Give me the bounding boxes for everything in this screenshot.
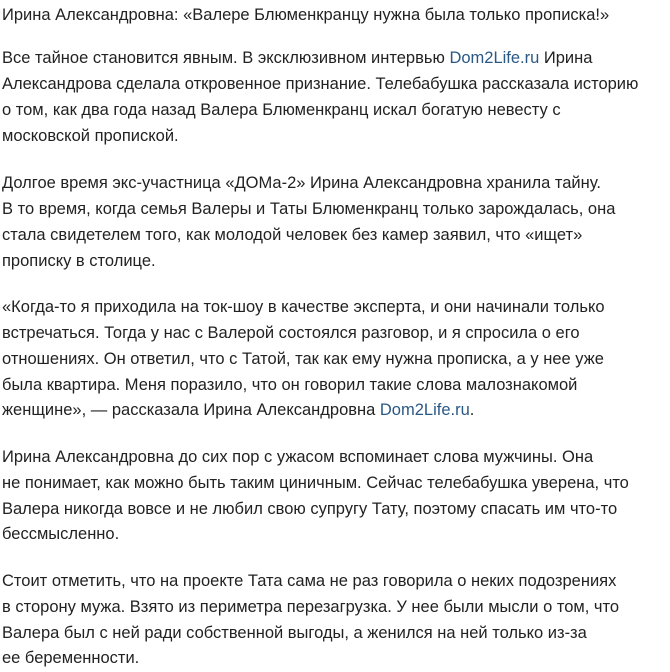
paragraph-line: ее беременности. <box>2 649 140 667</box>
paragraph-line: Валера никогда вовсе и не любил свою супругу Тату, поэтому спасать им что-то <box>2 500 618 518</box>
paragraph-line: встречаться. Тогда у нас с Валерой состоялся разговор, и я спросила о его <box>2 324 580 342</box>
paragraph-line <box>2 46 592 72</box>
source-link[interactable]: Dom2Life.ru <box>449 49 540 67</box>
paragraph-line: в сторону мужа. Взято из периметра перезагрузка. У нее были мысли о том, что <box>2 598 620 616</box>
paragraph-line: московской пропиской. <box>2 127 179 145</box>
paragraph-line: отношениях. Он ответил, что с Татой, так как ему нужна прописка, а у нее уже <box>2 350 604 368</box>
paragraph-line: прописку в столице. <box>2 252 156 270</box>
paragraph-line: стала свидетелем того, как молодой человек без камер заявил, что «ищет» <box>2 226 583 244</box>
line-text: . <box>469 401 475 419</box>
paragraph-line <box>2 398 474 424</box>
paragraph-line: Долгое время экс-участница «ДОМа-2» Ирина Александровна хранила тайну. <box>2 174 601 192</box>
line-text: женщине», — рассказала Ирина Александровна <box>2 401 380 419</box>
paragraph-line: была квартира. Меня поразило, что он говорил такие слова малознакомой <box>2 376 578 394</box>
line-text: Все тайное становится явным. В эксклюзивном интервью <box>2 49 450 67</box>
paragraph-line: о том, как два года назад Валера Блюменкранц искал богатую невесту с <box>2 101 561 119</box>
line-text: Ирина <box>539 49 593 67</box>
paragraph-line: Стоит отметить, что на проекте Тата сама не раз говорила о неких подозрениях <box>2 572 617 590</box>
paragraph-line: Александрова сделала откровенное признание. Телебабушка рассказала историю <box>2 75 639 93</box>
paragraph-line: В то время, когда семья Валеры и Таты Блюменкранц только зарождалась, она <box>2 200 616 218</box>
paragraph-line: «Когда-то я приходила на ток-шоу в качестве эксперта, и они начинали только <box>2 298 605 316</box>
paragraph-line: бессмысленно. <box>2 525 120 543</box>
paragraph-line: не понимает, как можно быть таким циничным. Сейчас телебабушка уверена, что <box>2 474 629 492</box>
paragraph-line: Валера был с ней ради собственной выгоды, а женился на ней только из-за <box>2 624 587 642</box>
source-link[interactable]: Dom2Life.ru <box>379 401 470 419</box>
article-title: Ирина Александровна: «Валере Блюменкранцу нужна была только прописка!» <box>2 6 610 24</box>
paragraph-line: Ирина Александровна до сих пор с ужасом вспоминает слова мужчины. Она <box>2 448 594 466</box>
